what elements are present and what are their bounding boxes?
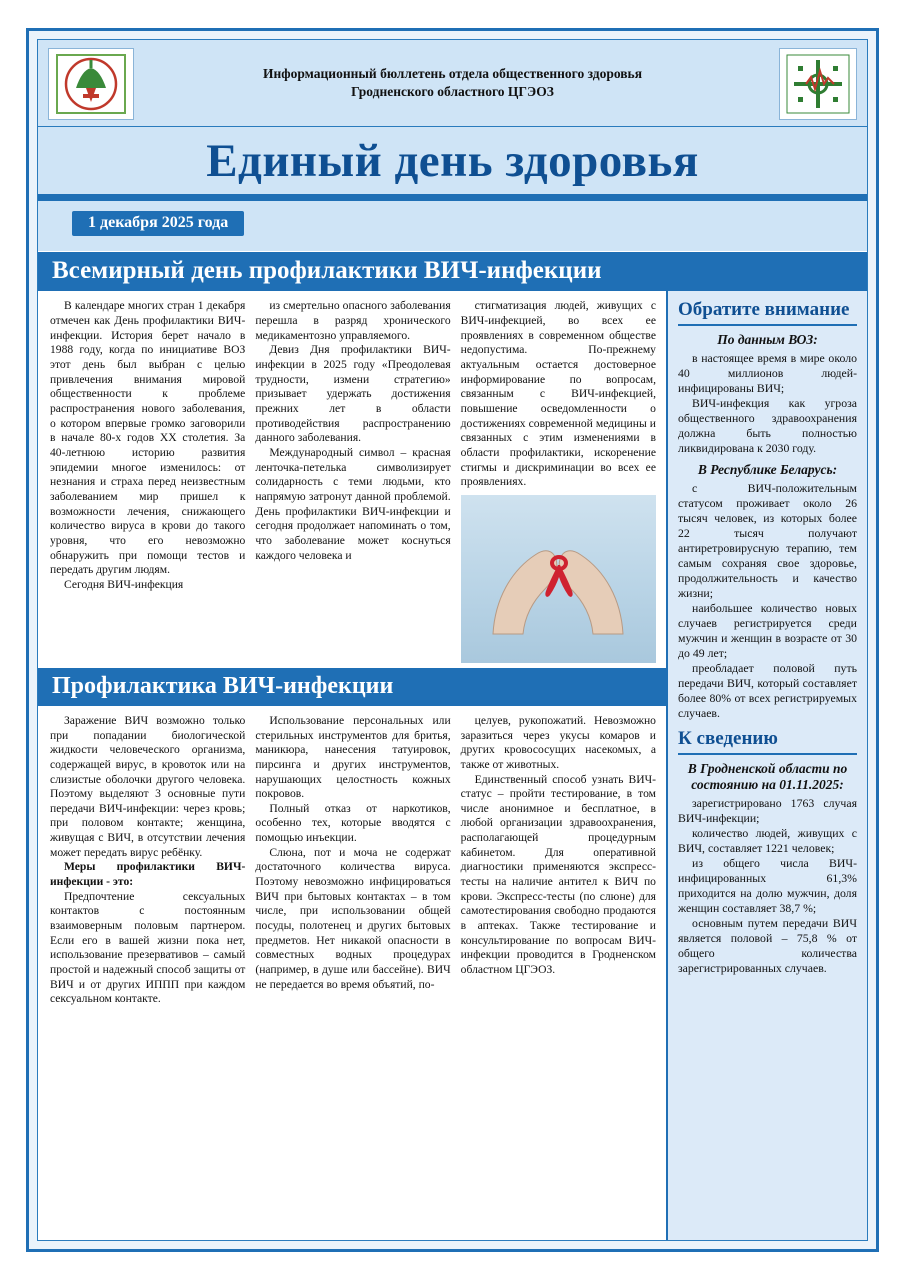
prevention-col-2 [255,714,450,1007]
paragraph: Сегодня ВИЧ-инфекция [64,577,184,591]
sidebar-divider [678,720,857,726]
paragraph: Единственный способ узнать ВИЧ-статус – пройти тестирование, в том числе анонимное и бесплатное, в любой организации здравоохранения, располагающей процедурным кабинетом. Для оперативной диагностики применяются экспресс-тесты на наличие антител к ВИЧ по крови. Экспресс-тесты (по слюне) для самотестирования свободно продаются в аптеках. Также тестирование и консультирование по вопросам ВИЧ-инфекции проводится в Гродненском областном ЦГЭОЗ. [460,772,656,977]
sidebar-subheading-who: По данным ВОЗ: [717,332,818,348]
list-item: ВИЧ-инфекция как угроза общественного здравоохранения должна быть полностью ликвидирована к 2030 году. [678,396,857,455]
list-item: из общего числа ВИЧ-инфицированных 61,3% приходится на долю мужчин, доля женщин составляет 38,7 %; [678,856,857,916]
paragraph-heading: Меры профилактики ВИЧ-инфекции - это: [50,860,246,889]
paragraph: Девиз Дня профилактики ВИЧ-инфекции в 2025 году «Преодолевая трудности, измени стратегию» призывает удержать достижения прежних лет в области противодействия распространению данного заболевания. [255,343,451,445]
paragraph: стигматизация людей, живущих с ВИЧ-инфекцией, во всех ее проявлениях в современном обществе недопустима. По-прежнему актуальным остается достоверное информирование по вопросам, связанным с ВИЧ-инфекцией, повышение осведомленности о достижениях современной медицины и связанных с этим изменениями в области профилактики, искоренение стигмы и дискриминации во всех ее проявлениях. [460,299,656,489]
article-col-2 [255,299,450,663]
sidebar-subheading-grodno: В Гродненской области по состоянию на 01.11.2025: [687,761,848,793]
sidebar [666,291,867,1240]
section-heading-main: Всемирный день профилактики ВИЧ-инфекции [38,251,867,291]
page-frame [26,28,879,1252]
paragraph: Международный символ – красная ленточка-петелька символизирует солидарность с теми людьми, кто напрямую затронут данной проблемой. День профилактики ВИЧ-инфекции и сегодня продолжает напоминать о том, что заболевание может коснуться каждого человека и [255,445,451,562]
body-wrap [38,291,867,1240]
article-col-1 [50,299,245,663]
page-title: Единый день здоровья [206,135,699,187]
prevention-col-3 [461,714,656,1007]
masthead-text [263,65,642,101]
article-col-3 [461,299,656,663]
masthead-line-1: Информационный бюллетень отдела общественного здоровья [262,65,642,81]
list-item: наибольшее количество новых случаев регистрируется среди мужчин и женщин в возрасте от 30 до 49 лет; [678,600,857,660]
prevention-col-1 [50,714,245,1007]
paragraph: Предпочтение сексуальных контактов с постоянным взаимоверным половым партнером. Если его в вашей жизни пока нет, использование презервативов – самый простой и надежный способ защиты от ВИЧ и от других ИППП при каждом сексуальном контакте. [50,889,246,1006]
issue-date-badge: 1 декабря 2025 года [72,211,244,236]
paragraph: из смертельно опасного заболевания перешла в разряд хронического медикаментозно управляемого. [255,299,451,342]
health-center-logo-icon [48,48,134,120]
main-column [38,291,666,1240]
paragraph: Использование персональных или стерильных инструментов для бритья, маникюра, нанесения татуировок, пирсинга и других инструментов, нарушающих целостность кожных покровов. [255,713,451,801]
page-inner [37,39,868,1241]
list-item: с ВИЧ-положительным статусом проживает около 26 тысяч человек, из которых более 22 тысяч получают антиретровирусную терапию, тем самым сохраняя свое здоровье, продолжительность и качество жизни; [678,480,857,600]
prevention-columns [38,706,666,1011]
list-item: количество людей, живущих с ВИЧ, составляет 1221 человек; [678,826,857,856]
sidebar-belarus-list [678,481,857,721]
sidebar-subheading-belarus: В Республике Беларусь: [697,461,838,477]
section-heading-prevention: Профилактика ВИЧ-инфекции [38,667,666,706]
list-item: зарегистрировано 1763 случая ВИЧ-инфекции; [678,796,857,826]
date-row [38,207,867,251]
article-columns [38,291,666,667]
sidebar-heading-attention: Обратите внимание [678,299,857,326]
article-photo [461,495,656,663]
sidebar-grodno-list [678,796,857,976]
list-item: в настоящее время в мире около 40 миллионов людей-инфицированы ВИЧ; [678,351,857,396]
list-item: преобладает половой путь передачи ВИЧ, который составляет более 80% от всех регистрируемых случаев. [678,660,857,720]
list-item: основным путем передачи ВИЧ является половой – 75,8 % от общего количества зарегистрированных случаев. [678,916,857,975]
sidebar-heading-info: К сведению [678,728,857,755]
title-rule [38,194,867,201]
title-band [38,127,867,207]
paragraph: Заражение ВИЧ возможно только при попадании биологической жидкости человеческого организма, содержащей вирус, в кровоток или на слизистые оболочки другого человека. Поэтому выделяют 3 основные пути передачи ВИЧ-инфекции: через кровь; при половом контакте; женщина, живущая с ВИЧ, в отсутствии лечения может передать вирус ребёнку. [50,713,246,859]
ornament-emblem-logo-icon [779,48,857,120]
masthead [38,40,867,127]
paragraph: Полный отказ от наркотиков, особенно тех, которые вводятся с помощью инъекции. [255,801,451,845]
masthead-line-2: Гродненского областного ЦГЭОЗ [351,84,554,99]
paragraph: В календаре многих стран 1 декабря отмечен как День профилактики ВИЧ-инфекции. История берет начало в 1988 году, когда по инициативе ВОЗ этот день был выбран с целью привлечения внимания мировой общественности к проблеме распространения нового заболевания, о котором впервые громко заговорили в начале 80-х годов XX столетия. За 40-летнюю историю развития эпидемии многое изменилось: от незнания и страха перед неизвестным заболеванием мир пришел к возможности лечения, снижающего количество вируса в крови до такого уровня, что его невозможно обнаружить при помощи тестов и передать другим людям. [50,299,246,577]
paragraph: Слюна, пот и моча не содержат достаточного количества вируса. Поэтому невозможно инфицироваться ВИЧ при бытовых контактах – в том числе, при использовании общей посуды, полотенец и других бытовых предметов. Нет никакой опасности в совместных водных процедурах (например, в душе или бассейне). ВИЧ не передается во время объятий, по- [255,845,451,991]
paragraph: целуев, рукопожатий. Невозможно заразиться через укусы комаров и других кровососущих насекомых, а также от животных. [460,713,656,771]
sidebar-who-list [678,351,857,456]
